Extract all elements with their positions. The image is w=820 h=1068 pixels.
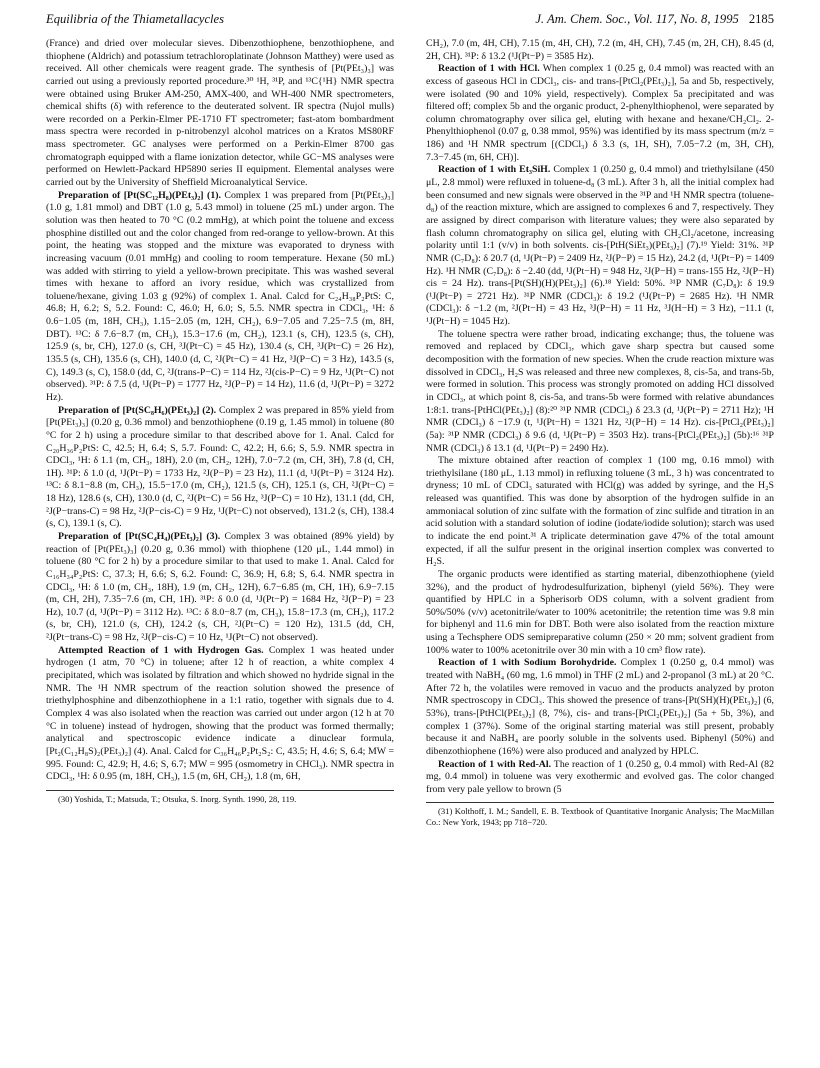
journal-citation: [535, 12, 774, 27]
paragraph-text: Complex 3 was obtained (89% yield) by reaction of [Pt(PEt₃)₃] (0.20 g, 0.36 mmol) with thiophene (120 μL, 1.44 mmol) in toluene (80 °C for 2 h) by a procedure similar to that used to make 1. Anal. Calcd for C₁₆H₃₄P₂PtS: C, 37.3; H, 6.6; S, 6.2. Found: C, 36.9; H, 6.8; S, 6.4. NMR spectra in CDCl₃, ¹H: δ 1.0 (m, CH₃, 18H), 1.9 (m, CH₂, 12H), 6.7−6.85 (m, CH, 1H), 6.9−7.15 (m, CH, 2H), 7.35−7.6 (m, CH, 1H). ³¹P: δ 0.0 (d, ¹J(Pt−P) = 1684 Hz, ²J(P−P) = 23 Hz), 10.7 (d, ¹J(Pt−P) = 3112 Hz). ¹³C: δ 8.0−8.7 (m, CH₃), 15.8−17.3 (m, CH₂), 117.2 (s, br, CH), 121.0 (s, CH), 124.2 (s, CH, ²J(Pt−C) = 120 Hz), 131.5 (dd, CH, ²J(Pt−trans-C) = 98 Hz, ²J(P−cis-C) = 10 Hz, ¹J(Pt−C) not observed).: [46, 530, 394, 644]
section-heading: Preparation of [Pt(SC₈H₆)(PEt₃)₂] (2).: [58, 404, 217, 416]
paragraph-text: Complex 1 was prepared from [Pt(PEt₃)₃] (1.0 g, 1.81 mmol) and DBT (1.0 g, 5.43 mmol) in toluene (25 mL) under argon. The solution was then heated to 70 °C (0.2 mmHg), at which point the toluene and excess phosphine distilled out and the color changed from red-orange to yellow-brown. At this point, the heating was stopped and the mixture was evaporated to dryness with increasing vacuum (0.01 mmHg) and cooling to room temperature. Hexane (50 mL) was added with stirring to yield a yellow-brown precipitate. This was washed several times with hexane to afford an ivory residue, which was crystallized from toluene/hexane, giving 1.03 g (92%) of complex 1. Anal. Calcd for C₂₄H₃₈P₂PtS: C, 46.8; H, 6.2; S, 5.2. Found: C, 46.0; H, 6.0; S, 5.5. NMR spectra in CDCl₃, ¹H: δ 0.6−1.05 (m, 18H, CH₃), 1.15−2.05 (m, 12H, CH₂), 6.9−7.05 and 7.25−7.5 (m, 8H, DBT). ¹³C: δ 7.6−8.7 (m, CH₃), 15.3−17.6 (m, CH₂), 123.1 (s, CH), 123.5 (s, CH), 125.9 (s, br, CH), 127.0 (s, CH, ³J(Pt−C) = 45 Hz), 130.4 (s, CH, ³J(Pt−C) = 26 Hz), 135.5 (s, CH), 135.6 (s, CH), 140.0 (d, C, ²J(Pt−C) = 41 Hz, ³J(P−C) = 3 Hz), 143.5 (s, C), 149.3 (s, C), 158.0 (dd, C, ²J(trans-P−C) = 114 Hz, ²J(cis-P−C) = 9 Hz, ¹J(Pt−C) not observed). ³¹P: δ 7.5 (d, ¹J(Pt−P) = 1777 Hz, ²J(P−P) = 14 Hz), 11.6 (d, ¹J(Pt−P) = 3272 Hz).: [46, 189, 394, 403]
running-title: Equilibria of the Thiametallacycles: [46, 12, 225, 26]
paragraph: [426, 63, 774, 164]
page-number: 2185: [748, 12, 774, 26]
footnote-divider: [426, 802, 774, 803]
paragraph-text: The mixture obtained after reaction of complex 1 (100 mg, 0.16 mmol) with triethylsilane (180 μL, 1.13 mmol) in refluxing toluene (3 mL, 3 h) was concentrated to dryness; 10 mL of CDCl₃ saturated with HCl(g) was added by syringe, and the H₂S released was quantified. This was done by absorption of the hydrogen sulfide in an ammoniacal solution of zinc sulfate with the formation of zinc sulfide and titration in an acid solution with a standard solution of iodine (iodate/iodide solution); starch was used to indicate the end point.³¹ A triplicate determination gave 47% of the total amount expected, if all the sulfur present in the original insertion complex was converted to H₂S.: [426, 455, 774, 568]
paragraph-text: When complex 1 (0.25 g, 0.4 mmol) was reacted with an excess of gaseous HCl in CDCl₃, cis- and trans-[PtCl₂(PEt₃)₂], 5a and 5b, respectively, were isolated (90 and 10% yield, respectively). Complex 5a precipitated and was filtered off; complex 5b and the organic product, 2-phenylthiophenol, were separated by column chromatography over silica gel, eluting with hexane and hexane/CH₂Cl₂. 2-Phenylthiophenol (0.07 g, 0.38 mmol, 95%) was identified by its mass spectrum (m/z = 186) and ¹H NMR spectrum [(CDCl₃) δ 3.3 (s, 1H, SH), 7.05−7.2 (m, 3H, CH), 7.3−7.45 (m, 6H, CH)].: [426, 63, 774, 163]
paragraph: [426, 329, 774, 455]
section-heading: Reaction of 1 with Red-Al.: [438, 758, 552, 770]
paragraph-text: The reaction of 1 (0.250 g, 0.4 mmol) with Red-Al (82 mg, 0.4 mmol) in toluene was very exothermic and evolved gas. The color changed from very pale yellow to brown (5: [426, 758, 774, 795]
left-column: [46, 38, 394, 805]
paragraph-text: Complex 1 (0.250 g, 0.4 mmol) was treated with NaBH₄ (60 mg, 1.6 mmol) in THF (2 mL) and 2-propanol (3 mL) at 20 °C. After 72 h, the volatiles were removed in vacuo and the products analyzed by proton NMR spectroscopy in CDCl₃. This showed the presence of trans-[Pt(SH)(H)(PEt₃)₂] (6, 53%), trans-[PtHCl(PEt₃)₂] (8, 7%), cis- and trans-[PtCl₂(PEt₃)₂] (5a + 5b, 3%), and complex 1 (37%). Some of the original starting material was still present, probably because it and NaBH₄ are poorly soluble in the solvents used. Biphenyl (50%) and dibenzothiophene (16%) were also produced and analyzed by HPLC.: [426, 657, 774, 757]
section-heading: Reaction of 1 with Et₃SiH.: [438, 164, 551, 176]
paragraph-text: Complex 1 was heated under hydrogen (1 atm, 70 °C) in toluene; after 12 h of reaction, a white complex 4 precipitated, which was isolated by filtration and which showed no hydride signal in the NMR. The ¹H NMR spectrum of the reaction solution showed the presence of triethylphosphine and dibenzothiophene in a 1:1 ratio, together with signals due to 4. Complex 4 was also isolated when the reaction was carried out under argon (12 h at 70 °C in toluene) instead of hydrogen, showing that the product was formed thermally; analytical and spectroscopic evidence indicate a dinuclear formula, [Pt₂(C₁₂H₈S)₂(PEt₃)₂] (4). Anal. Calcd for C₃₆H₄₆P₂Pt₂S₂: C, 43.5; H, 4.6; S, 6.4; MW = 995. Found: C, 42.9; H, 4.6; S, 6.7; MW = 995 (osmometry in CHCl₃). NMR spectra in CDCl₃, ¹H: δ 0.95 (m, 18H, CH₃), 1.5 (m, 6H, CH₂), 1.8 (m, 6H,: [46, 644, 395, 783]
paragraph-text: CH₂), 7.0 (m, 4H, CH), 7.15 (m, 4H, CH), 7.2 (m, 4H, CH), 7.45 (m, 2H, CH), 8.45 (d, 2H, CH). ³¹P: δ 13.2 (¹J(Pt−P) = 3585 Hz).: [426, 38, 774, 62]
journal-info: J. Am. Chem. Soc., Vol. 117, No. 8, 1995: [535, 12, 739, 26]
section-heading: Reaction of 1 with Sodium Borohydride.: [438, 657, 617, 669]
footnote: (30) Yoshida, T.; Matsuda, T.; Otsuka, S. Inorg. Synth. 1990, 28, 119.: [58, 793, 297, 804]
paragraph: [426, 455, 774, 569]
paragraph: [426, 569, 774, 657]
paragraph: [46, 405, 394, 531]
paragraph-text: Complex 1 (0.250 g, 0.4 mmol) and triethylsilane (450 μL, 2.8 mmol) were refluxed in toluene-d₈ (3 mL). After 3 h, all the initial complex had been consumed and new signals were observed in the ³¹P and ¹H NMR spectra (toluene-d₈) of the reaction mixture, which are assigned to complexes 6 and 7, respectively. They are assigned by direct comparison with literature values; they were also separated by flash column chromatography on silica gel, eluting with CH₂Cl₂/acetone, increasing polarity until 1:1 (v/v) in both solvents. cis-[PtH(SiEt₃)(PEt₃)₂] (7).¹⁹ Yield: 31%. ³¹P NMR (C₇D₈): δ 20.7 (d, ¹J(Pt−P) = 2409 Hz, ²J(P−P) = 15 Hz), 24.2 (d, ¹J(Pt−P) = 1409 Hz). ¹H NMR (C₇D₈): δ −2.40 (dd, ¹J(Pt−H) = 948 Hz, ²J(P−H) = trans-155 Hz, ²J(P−H) cis = 24 Hz). trans-[Pt(SH)(H)(PEt₃)₂] (6).¹⁸ Yield: 50%. ³¹P NMR (C₇D₈): δ 19.9 (¹J(Pt−P) = 2721 Hz). ³¹P NMR (CDCl₃): δ 19.2 (¹J(Pt−P) = 2685 Hz). ¹H NMR (CDCl₃): δ −1.2 (m, ²J(Pt−H) = 43 Hz, ³J(P−H) = 11 Hz, ³J(H−H) = 3 Hz), −11.1 (t, ¹J(Pt−H) = 1045 Hz).: [426, 164, 774, 328]
paragraph: [46, 190, 394, 405]
section-heading: Attempted Reaction of 1 with Hydrogen Gas.: [58, 644, 264, 656]
footnote-divider: [46, 790, 394, 791]
paragraph: [46, 645, 394, 784]
section-heading: Reaction of 1 with HCl.: [438, 63, 540, 75]
paragraph-text: Complex 2 was prepared in 85% yield from [Pt(PEt₃)₃] (0.20 g, 0.36 mmol) and benzothiophene (0.19 g, 1.45 mmol) in toluene (80 °C for 2 h) using a procedure similar to that described above for 1. Anal. Calcd for C₂₀H₃₆P₂PtS: C, 42.5; H, 6.4; S, 5.7. Found: C, 42.2; H, 6.6; S, 5.9. NMR spectra in CDCl₃, ¹H: δ 1.1 (m, CH₃, 18H), 2.0 (m, CH₂, 12H), 7.0−7.2 (m, CH, 3H), 7.8 (d, CH, 1H). ³¹P: δ 1.0 (d, ¹J(Pt−P) = 1733 Hz, ²J(P−P) = 23 Hz), 11.1 (d, ¹J(Pt−P) = 3124 Hz). ¹³C: δ 8.1−8.8 (m, CH₃), 15.5−17.0 (m, CH₂), 121.5 (s, CH), 125.1 (s, CH, ²J(Pt−C) = 18 Hz), 128.6 (s, CH), 130.0 (d, C, ²J(Pt−C) = 56 Hz, ³J(P−C) = 10 Hz), 131.1 (dd, CH, ²J(P−trans-C) = 98 Hz, ²J(P−cis-C) = 9 Hz, ¹J(Pt−C) not observed), 131.2 (s, CH), 138.4 (s, C), 139.1 (s, C).: [46, 404, 394, 530]
paragraph: [426, 759, 774, 797]
paragraph: [46, 38, 394, 190]
section-heading: Preparation of [Pt(SC₁₂H₈)(PEt₃)₂] (1).: [58, 189, 221, 201]
right-column: [426, 38, 774, 828]
paragraph: [426, 164, 774, 328]
paragraph-text: The toluene spectra were rather broad, indicating exchange; thus, the toluene was removed and replaced by CDCl₃, which gave sharp spectra but caused some decomposition with the formation of new species. When the crude reaction mixture was dissolved in CDCl₃, H₂S was released and three new complexes, 8, cis-5a, and trans-5b, were formed in solution. This process was strongly promoted on adding HCl dissolved in CDCl₃, at which point 8, cis-5a, and trans-5b were formed with relative abundances 1:8:1. trans-[PtHCl(PEt₃)₂] (8):²⁰ ³¹P NMR (CDCl₃) δ 23.3 (d, ¹J(Pt−P) = 2711 Hz); ¹H NMR (CDCl₃) δ −17.9 (t, ¹J(Pt−H) = 1321 Hz, ²J(P−H) = 14 Hz). cis-[PtCl₂(PEt₃)₂] (5a): ³¹P NMR (CDCl₃) δ 9.6 (d, ¹J(Pt−P) = 3503 Hz). trans-[PtCl₂(PEt₃)₂] (5b):¹⁶ ³¹P NMR (CDCl₃) δ 13.1 (d, ¹J(Pt−P) = 2490 Hz).: [426, 328, 774, 454]
paragraph: [426, 38, 774, 63]
footnote: (31) Kolthoff, I. M.; Sandell, E. B. Textbook of Quantitative Inorganic Analysis; The MacMillan Co.: New York, 1943; pp 718−720.: [426, 806, 774, 828]
paragraph-text: The organic products were identified as starting material, dibenzothiophene (yield 32%), and the product of hydrodesulfurization, biphenyl (yield 56%). They were quantified by HPLC in a Spherisorb ODS column, with a solvent gradient from 50%/50% (v/v) acetonitrile/water to 100% acetonitrile; the retention time was 9.8 min for biphenyl and 11.6 min for DBT. Both were also isolated from the reaction mixture using a Techsphere ODS semipreparative column (250 × 20 mm; solvent gradient from 100% water to 100% acetonitrile over 30 min with a 10 cm³ flow rate).: [426, 568, 774, 656]
paragraph-text: (France) and dried over molecular sieves. Dibenzothiophene, benzothiophene, and thiophene (Aldrich) and potassium tetrachloroplatinate (Johnson Matthey) were used as received. All other chemicals were reagent grade. The synthesis of [Pt(PEt₃)₃] was carried out using a previously reported procedure.³⁰ ¹H, ³¹P, and ¹³C{¹H} NMR spectra were obtained using Bruker AM-250, AMX-400, and WH-400 NMR spectrometers, chemical shifts (δ) with reference to the deuterated solvent. IR spectra (Nujol mulls) were recorded on a Perkin-Elmer PE-1710 FT spectrometer; fast-atom bombardment mass spectra were recorded in p-nitrobenzyl alcohol matrices on a Kratos MS80RF mass spectrometer. GC analyses were performed on a Perkin-Elmer 8700 gas chromatograph equipped with a flame ionization detector, while GC−MS analyses were performed on Hewlett-Packard HP5890 series II equipment. Elemental analyses were carried out by the University of Sheffield Microanalytical Service.: [46, 38, 394, 189]
running-header: [46, 8, 774, 30]
paragraph: [46, 531, 394, 645]
section-heading: Preparation of [Pt(SC₄H₄)(PEt₃)₂] (3).: [58, 530, 221, 542]
paragraph: [426, 657, 774, 758]
